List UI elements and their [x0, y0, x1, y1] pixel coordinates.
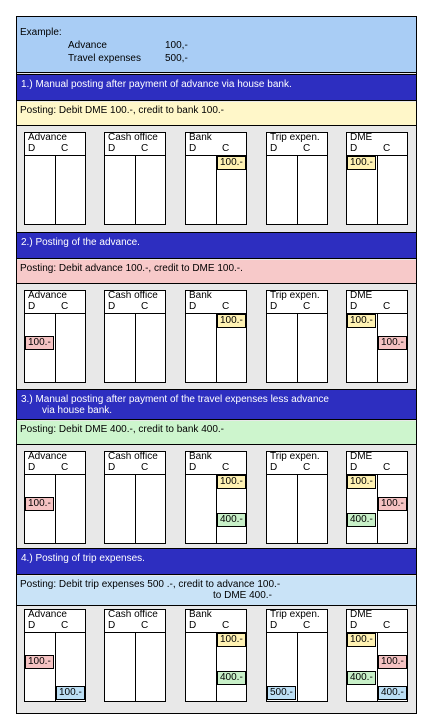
debit-label: D	[108, 301, 116, 312]
debit-entry: 100.-	[347, 314, 376, 328]
t-account	[185, 451, 247, 544]
step-header	[17, 232, 416, 259]
account-name: Advance	[28, 609, 67, 620]
debit-entry: 100.-	[25, 336, 54, 350]
t-account	[185, 290, 247, 383]
t-account	[24, 451, 86, 544]
debit-entry: 100.-	[25, 497, 54, 511]
t-account-divider	[297, 313, 298, 382]
credit-label: C	[141, 301, 149, 312]
debit-label: D	[28, 301, 36, 312]
credit-entry: 100.-	[217, 633, 246, 647]
t-account	[346, 132, 408, 225]
t-account-divider	[55, 155, 56, 224]
debit-label: D	[350, 143, 358, 154]
account-name: Cash office	[108, 609, 158, 620]
credit-entry: 100.-	[378, 497, 407, 511]
credit-entry: 100.-	[378, 655, 407, 669]
posting-text	[17, 102, 416, 126]
account-name: Cash office	[108, 290, 158, 301]
account-name: Trip expen.	[270, 290, 320, 301]
t-account	[104, 609, 166, 702]
credit-label: C	[383, 462, 391, 473]
account-name: Bank	[189, 132, 212, 143]
account-name: Trip expen.	[270, 132, 320, 143]
t-account-divider	[135, 313, 136, 382]
credit-label: C	[141, 143, 149, 154]
debit-entry: 100.-	[347, 156, 376, 170]
example-box	[17, 17, 416, 73]
credit-entry: 100.-	[217, 475, 246, 489]
credit-label: C	[303, 143, 311, 154]
account-name: Bank	[189, 290, 212, 301]
step-header	[17, 389, 416, 420]
account-name: Bank	[189, 451, 212, 462]
t-account	[346, 290, 408, 383]
step-header-text: via house bank.	[42, 405, 113, 416]
t-account	[346, 609, 408, 702]
credit-label: C	[383, 301, 391, 312]
t-account	[24, 290, 86, 383]
t-account-divider	[297, 155, 298, 224]
posting-text	[17, 260, 416, 284]
posting-text	[17, 576, 416, 606]
debit-label: D	[270, 620, 278, 631]
t-account	[266, 290, 328, 383]
step-header-text: 1.) Manual posting after payment of advance via house bank.	[21, 79, 292, 90]
credit-label: C	[303, 620, 311, 631]
credit-label: C	[222, 301, 230, 312]
t-account	[266, 609, 328, 702]
t-account	[24, 609, 86, 702]
step-header	[17, 74, 416, 101]
step-header-text: 4.) Posting of trip expenses.	[21, 553, 145, 564]
debit-label: D	[189, 301, 197, 312]
credit-label: C	[61, 143, 69, 154]
t-account	[104, 290, 166, 383]
debit-label: D	[350, 462, 358, 473]
account-name: Bank	[189, 609, 212, 620]
debit-label: D	[108, 143, 116, 154]
account-name: DME	[350, 132, 373, 143]
debit-label: D	[270, 301, 278, 312]
credit-label: C	[61, 462, 69, 473]
t-account-divider	[297, 474, 298, 543]
t-account-divider	[135, 155, 136, 224]
t-account-divider	[135, 474, 136, 543]
debit-label: D	[108, 620, 116, 631]
t-account-divider	[297, 632, 298, 701]
step-header-text: 2.) Posting of the advance.	[21, 237, 140, 248]
credit-entry: 100.-	[56, 686, 85, 700]
credit-label: C	[141, 462, 149, 473]
account-name: DME	[350, 609, 373, 620]
debit-entry: 400.-	[347, 513, 376, 527]
example-title: Example:	[20, 27, 62, 38]
credit-label: C	[61, 301, 69, 312]
posting-line: Posting: Debit DME 400.-, credit to bank 400.-	[20, 424, 224, 435]
debit-label: D	[350, 620, 358, 631]
account-name: Trip expen.	[270, 609, 320, 620]
credit-label: C	[303, 301, 311, 312]
credit-label: C	[61, 620, 69, 631]
debit-label: D	[189, 462, 197, 473]
account-name: Advance	[28, 132, 67, 143]
credit-entry: 400.-	[378, 686, 407, 700]
debit-label: D	[28, 620, 36, 631]
example-value: 500,-	[165, 53, 188, 64]
debit-entry: 100.-	[347, 633, 376, 647]
t-account-divider	[55, 313, 56, 382]
step-header	[17, 548, 416, 575]
debit-label: D	[28, 143, 36, 154]
credit-label: C	[222, 462, 230, 473]
account-name: Trip expen.	[270, 451, 320, 462]
credit-entry: 100.-	[217, 156, 246, 170]
credit-label: C	[222, 620, 230, 631]
example-label: Advance	[68, 40, 107, 51]
debit-entry: 100.-	[347, 475, 376, 489]
credit-label: C	[141, 620, 149, 631]
t-account	[266, 132, 328, 225]
credit-label: C	[383, 620, 391, 631]
credit-entry: 100.-	[378, 336, 407, 350]
debit-label: D	[350, 301, 358, 312]
debit-label: D	[28, 462, 36, 473]
t-account	[104, 451, 166, 544]
t-account	[104, 132, 166, 225]
account-name: Advance	[28, 290, 67, 301]
credit-label: C	[222, 143, 230, 154]
t-account-divider	[55, 474, 56, 543]
debit-label: D	[270, 143, 278, 154]
t-account	[185, 609, 247, 702]
debit-entry: 500.-	[267, 686, 296, 700]
credit-label: C	[303, 462, 311, 473]
account-name: DME	[350, 451, 373, 462]
account-name: Cash office	[108, 132, 158, 143]
t-account-divider	[377, 155, 378, 224]
credit-label: C	[383, 143, 391, 154]
step-header-text: 3.) Manual posting after payment of the travel expenses less advance	[21, 394, 329, 405]
t-account	[24, 132, 86, 225]
posting-line: to DME 400.-	[213, 590, 272, 601]
posting-line: Posting: Debit DME 100.-, credit to bank 100.-	[20, 105, 224, 116]
account-name: Advance	[28, 451, 67, 462]
example-value: 100,-	[165, 40, 188, 51]
debit-label: D	[108, 462, 116, 473]
account-name: Cash office	[108, 451, 158, 462]
debit-label: D	[189, 620, 197, 631]
t-account	[346, 451, 408, 544]
credit-entry: 400.-	[217, 513, 246, 527]
example-label: Travel expenses	[68, 53, 141, 64]
debit-entry: 400.-	[347, 671, 376, 685]
credit-entry: 100.-	[217, 314, 246, 328]
debit-entry: 100.-	[25, 655, 54, 669]
t-account	[185, 132, 247, 225]
posting-line: Posting: Debit trip expenses 500 .-, credit to advance 100.-	[20, 579, 281, 590]
posting-line: Posting: Debit advance 100.-, credit to DME 100.-.	[20, 263, 243, 274]
debit-label: D	[189, 143, 197, 154]
account-name: DME	[350, 290, 373, 301]
credit-entry: 400.-	[217, 671, 246, 685]
debit-label: D	[270, 462, 278, 473]
t-account-divider	[135, 632, 136, 701]
posting-text	[17, 421, 416, 445]
t-account	[266, 451, 328, 544]
